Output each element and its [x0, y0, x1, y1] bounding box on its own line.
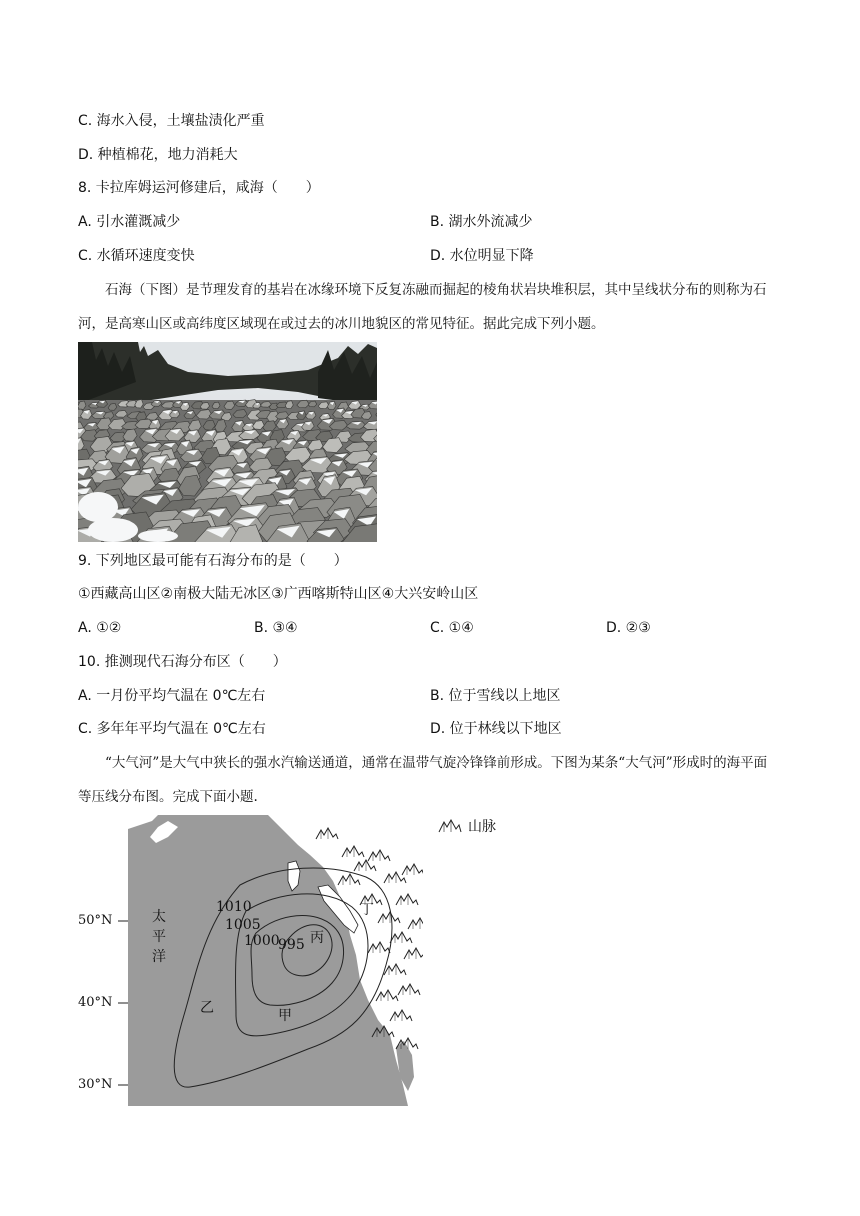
q9-option-d: D. ②③ — [606, 620, 651, 636]
latitude-40n: 40°N — [78, 995, 113, 1010]
point-jia: 甲 — [278, 1008, 292, 1024]
mountain-icon — [438, 819, 462, 833]
stone-sea-photo — [78, 342, 377, 542]
ocean-label: 太平洋 — [152, 909, 166, 965]
passage-atmospheric-river: “大气河”是大气中狭长的强水汽输送通道，通常在温带气旋冷锋锋前形成。下图为某条“大气河”形成时的海平面等压线分布图。完成下面小题. — [78, 755, 768, 805]
q10-option-a: A. 一月份平均气温在 0℃左右 — [78, 688, 266, 704]
isobar-label-1000: 1000 — [244, 933, 280, 949]
q7-option-d: D. 种植棉花，地力消耗大 — [78, 147, 238, 163]
passage-stone-sea: 石海（下图）是节理发育的基岩在冰缘环境下反复冻融而掘起的棱角状岩块堆积层，其中呈线状分布的则称为石河，是高寒山区或高纬度区域现在或过去的冰川地貌区的常见特征。据此完成下列小题。 — [78, 282, 767, 332]
q8-option-b: B. 湖水外流减少 — [430, 214, 533, 230]
q9-option-a: A. ①② — [78, 620, 122, 636]
latitude-30n: 30°N — [78, 1077, 113, 1092]
q9-items: ①西藏高山区②南极大陆无冰区③广西喀斯特山区④大兴安岭山区 — [78, 586, 479, 602]
q8-option-d: D. 水位明显下降 — [430, 248, 534, 264]
point-ding: 丁 — [360, 902, 374, 918]
q8-stem: 8. 卡拉库姆运河修建后，咸海（ ） — [78, 180, 320, 196]
point-bing: 丙 — [310, 930, 324, 946]
q9-stem: 9. 下列地区最可能有石海分布的是（ ） — [78, 553, 348, 569]
q10-option-c: C. 多年年平均气温在 0℃左右 — [78, 721, 266, 737]
isobar-label-1010: 1010 — [216, 899, 252, 915]
isobar-map — [128, 815, 423, 1106]
map-legend — [438, 816, 496, 836]
q10-option-b: B. 位于雪线以上地区 — [430, 688, 561, 704]
isobar-label-995: 995 — [278, 937, 305, 953]
legend-label: 山脉 — [468, 819, 496, 835]
q8-option-a: A. 引水灌溉减少 — [78, 214, 181, 230]
q10-stem: 10. 推测现代石海分布区（ ） — [78, 654, 287, 670]
isobar-label-1005: 1005 — [225, 917, 261, 933]
point-yi: 乙 — [200, 1000, 214, 1016]
q10-option-d: D. 位于林线以下地区 — [430, 721, 562, 737]
q9-option-b: B. ③④ — [254, 620, 298, 636]
latitude-50n: 50°N — [78, 913, 113, 928]
q9-option-c: C. ①④ — [430, 620, 474, 636]
q8-option-c: C. 水循环速度变快 — [78, 248, 195, 264]
q7-option-c: C. 海水入侵，土壤盐渍化严重 — [78, 113, 265, 129]
